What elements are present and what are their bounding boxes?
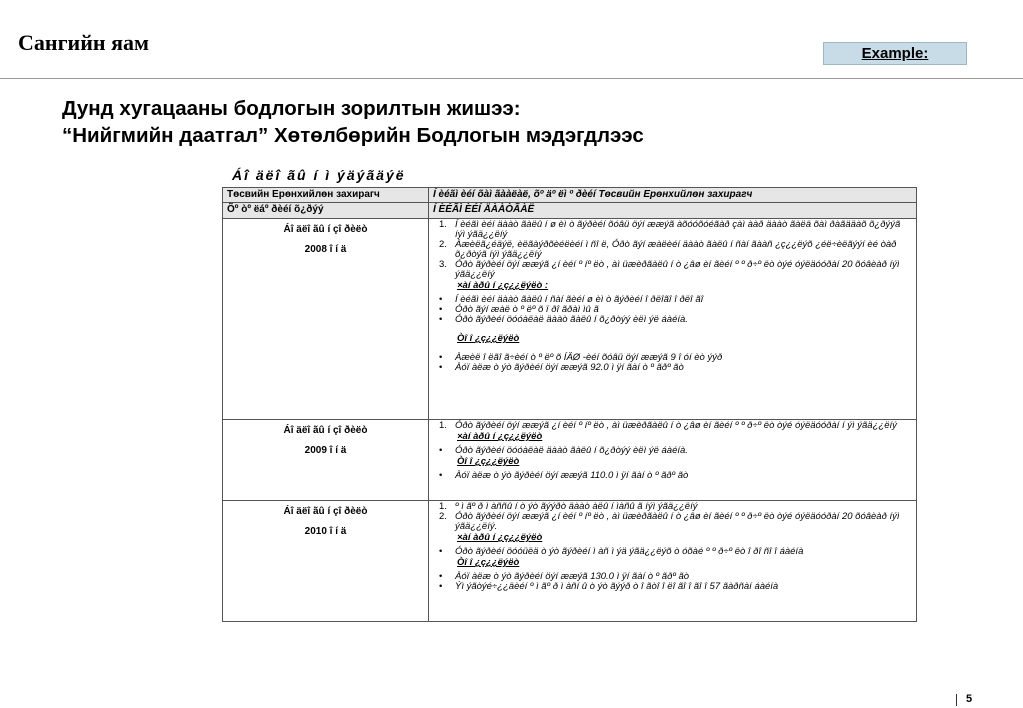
list-item-text: Í èéãì èéí äààò ãàëû í ø èì ò ãýðèéí õóâü öýí ææýã àõóóõóéãàð çàì ààð äààò ãàëä õàì ðàãääàõ õ¿ðýýã íýì ýãä¿¿ëíý [455,219,901,240]
page-title-line1: Дунд хугацааны бодлогын зорилтын жишээ: [62,97,521,120]
list-item-number: 1. [439,501,447,512]
list-item-text: Àæèëã¿éäýë, èëãàýðõèéëèéí ì ñî ë, Óðò ãýí æàëèéí äààò ãàëû í ñàí ãààñ ¿ç¿¿ëýõ ¿éë÷èëãýýí èé òàð õ¿ðòýã íýì ýãä¿¿ëíý [455,239,897,260]
bullet-icon: • [439,546,443,557]
list-item [433,512,912,532]
content-cell [429,219,917,420]
bullet-icon: • [439,445,443,456]
page-title [62,95,644,149]
list-item-number: 2. [439,239,447,250]
bullet-item [433,471,912,481]
page-title-line2: “Нийгмийн даатгал” Хөтөлбөрийн Бодлогын мэдэгдлээс [62,124,644,147]
period-year: 2009 î í ä [304,445,347,456]
list-item-text: º ì ãº ð ì àññû í ò ýò ãýýðò äààò àëû í ìàñû ã íýì ýãä¿¿ëíý [455,501,698,512]
bullet-text: Í èéãì èéí äààò ãàëû í ñàí ãèéí ø èì ò ãýðèéí î ðëîãî î ðëî ãî [455,294,704,305]
list-item [433,421,912,431]
bullet-icon: • [439,581,443,592]
bullet-text: Óðò ãýðèéí öóóàëàë äààò ãàëû í õ¿ðòýý èëì ýë áàéíà. [455,445,688,456]
table-subheader-row [223,203,917,219]
bullet-icon: • [439,352,443,363]
bullet-item [433,315,912,325]
bullet-icon: • [439,362,443,373]
bullet-icon: • [439,314,443,325]
header-left-cell: Төсвийн Ерөнхийлөн захирагч [223,188,429,203]
period-label: Áî äëî ãû í çî ðèëò [283,506,368,517]
section-heading: Òî î ¿ç¿¿ëýëò [457,333,520,344]
table-header-row [223,188,917,203]
bullet-icon: • [439,304,443,315]
bullet-text: Óðò ãýðèéí öóóàëàë äààò ãàëû í õ¿ðòýý èëì ýë áàéíà. [455,314,688,325]
subheader-right-cell: Í ÈÉÃÌ ÈÉÍ ÄÀÀÒÃÀË [429,203,917,219]
table-row [223,420,917,501]
list-item-number: 2. [439,511,447,522]
section-heading: Òî î ¿ç¿¿ëýëò [457,456,520,467]
bullet-item [433,363,912,373]
list-item [433,220,912,240]
list-item-number: 3. [439,259,447,270]
bullet-text: Àæèë î ëãî ã÷èéí ò º ëº õ ÍÄØ -èéí õóâü öýí ææýã 9 î óí èò ýýð [455,352,723,363]
scanned-document [222,165,914,622]
bullet-text: Àóï àëæ ò ýò ãýðèéí öýí ææýã 92.0 ì ÿí ãàí ò º ãðº ãò [455,362,684,373]
bullet-text: Óðò ãýðèéí öóóüëä ò ýò ãýðèéí ì àñ ì ýä ýãä¿¿ëýõ ò óõàé º º ð÷º ëò î ðî ñî î áàéíà [455,546,804,557]
period-cell [223,420,429,501]
header-title: Сангийн яам [18,30,149,55]
content-cell [429,420,917,501]
bullet-item [433,547,912,557]
header-rule [0,78,1023,79]
page-number: 5 [966,693,973,705]
bullet-icon: • [439,294,443,305]
bullet-icon: • [439,470,443,481]
bullet-item [433,446,912,456]
example-badge: Example: [823,42,967,65]
list-item-number: 1. [439,219,447,230]
bullet-icon: • [439,571,443,582]
bullet-text: Óðò ãýí æàë ò º ëº õ ï ðî ãðàì ìû ã [455,304,599,315]
content-cell [429,501,917,622]
period-label: Áî äëî ãû í çî ðèëò [283,425,368,436]
period-year: 2010 î í ä [304,526,347,537]
table-row [223,219,917,420]
bullet-text: Àóï àëæ ò ýò ãýðèéí öýí ææýã 130.0 ì ÿí ãàí ò º ãðº ãò [455,571,690,582]
list-item [433,240,912,260]
period-label: Áî äëî ãû í çî ðèëò [283,224,368,235]
footer-divider [956,694,957,706]
section-heading: ×àí àðû í ¿ç¿¿ëýëò : [457,280,549,291]
list-item-text: Óðò ãýðèéí öýí ææýã ¿í èéí º íº ëò , àì üæèðãàëû í ò ¿âø èí ãèéí º º ð÷º ëò òýé óýëäóóðàí 20 õóâèàð íýì ýãä¿¿ëíý [455,259,900,280]
document-heading: Áî äëî ãû í ì ýäýãäýë [232,167,406,183]
section-heading: ×àí àðû í ¿ç¿¿ëýëò [457,532,543,543]
list-item-number: 1. [439,420,447,431]
table-row [223,501,917,622]
bullet-text: Àóï àëæ ò ýò ãýðèéí öýí ææýã 110.0 ì ÿí ãàí ò º ãðº ãò [455,470,689,481]
header-right-cell: Í èéãì èéí õàì ãààëàë, õº äº ëì º ðèéí Төсвийн Ерөнхийлөн захирагч [429,188,917,203]
period-cell [223,501,429,622]
period-cell [223,219,429,420]
section-heading: Òî î ¿ç¿¿ëýëò [457,557,520,568]
policy-table [222,187,917,622]
bullet-item [433,582,912,592]
bullet-text: Ýì ýãòýé÷¿¿äèéí º ì ãº ð ì àñí û ò ýò ãýýð ò î ãòî î ëî ãî î ãî î 57 ãàðñàí áàéíà [455,581,779,592]
period-year: 2008 î í ä [304,244,347,255]
list-item-text: Óðò ãýðèéí öýí ææýã ¿í èéí º íº ëò , àì üæèðãàëû í ò ¿âø èí ãèéí º º ð÷º ëò òýé óýëäóóðàí 20 õóâèàð íýì ýãä¿¿ëíý. [455,511,900,532]
list-item [433,260,912,280]
subheader-left-cell: Õº òº ëáº ðèéí õ¿ðýý [223,203,429,219]
list-item-text: Óðò ãýðèéí öýí ææýã ¿í èéí º íº ëò , àì üæèðãàëû í ò ¿âø èí ãèéí º º ð÷º ëò òýé óýëäóóðàí í ýì ýãä¿¿ëíý [455,420,897,431]
section-heading: ×àí àðû í ¿ç¿¿ëýëò [457,431,543,442]
